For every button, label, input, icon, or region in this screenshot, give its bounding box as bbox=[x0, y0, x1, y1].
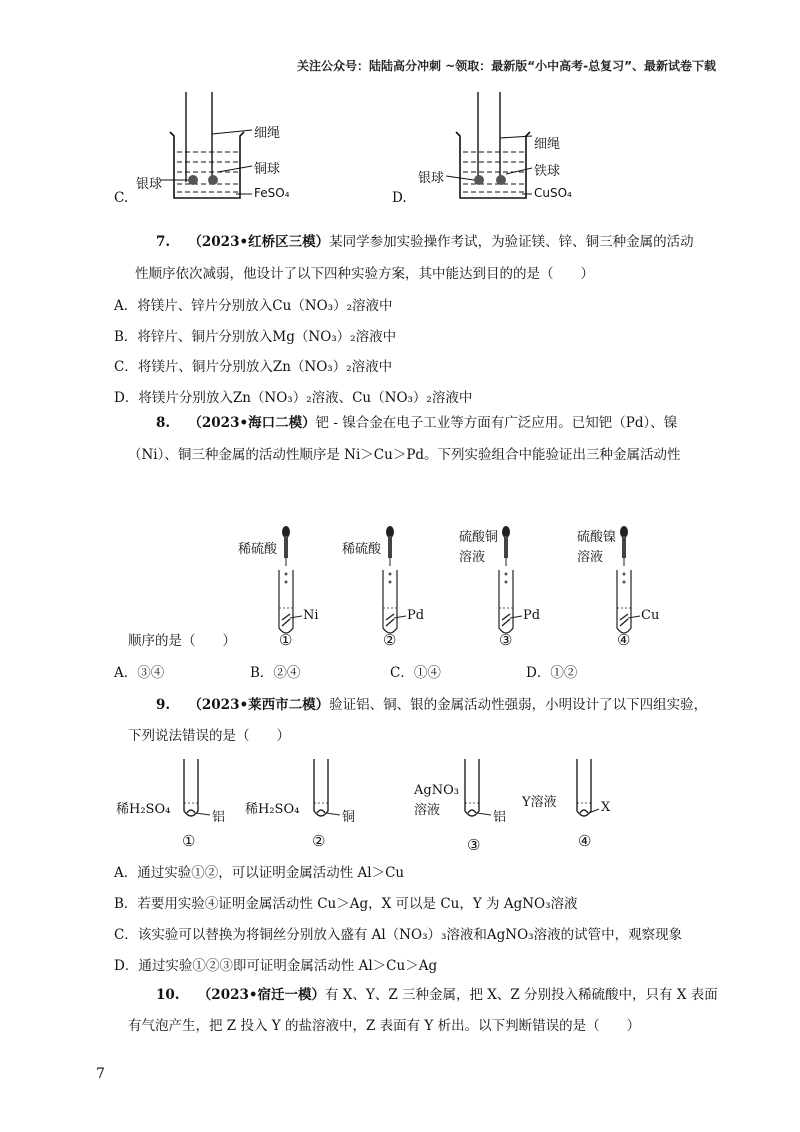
q9-tube1-metal: 铝 bbox=[212, 810, 226, 825]
rope-label-c: 细绳 bbox=[254, 126, 281, 141]
silver-ball-label-d: 银球 bbox=[418, 171, 445, 186]
page-header: 关注公众号：陆陆高分冲刺 ~领取：最新版“小中高考-总复习”、最新试卷下载 bbox=[297, 59, 716, 73]
q9-source: （2023•莱西市二模） bbox=[188, 697, 330, 713]
copper-ball-label: 铜球 bbox=[254, 162, 281, 177]
q7-option-b: B．将锌片、铜片分别放入Mg（NO₃）₂溶液中 bbox=[114, 329, 397, 345]
q8-tube4-metal: Cu bbox=[641, 608, 660, 623]
q8-tube2-mark: ② bbox=[383, 631, 397, 649]
q7-option-c: C．将镁片、铜片分别放入Zn（NO₃）₂溶液中 bbox=[114, 359, 393, 375]
q9-text1: 验证铝、铜、银的金属活动性强弱，小明设计了以下四组实验， bbox=[329, 697, 708, 713]
q8-source: （2023•海口二模） bbox=[188, 415, 316, 431]
q8-tube3-mark: ③ bbox=[499, 631, 513, 649]
q8-tube3-metal: Pd bbox=[523, 608, 541, 623]
q8-tube4 bbox=[614, 524, 664, 644]
q9-option-b: B．若要用实验④证明金属活动性 Cu＞Ag，X 可以是 Cu，Y 为 AgNO₃溶液 bbox=[114, 896, 578, 912]
q10-line2: 有气泡产生，把 Z 投入 Y 的盐溶液中，Z 表面有 Y 析出。以下判断错误的是（ ） bbox=[128, 1018, 641, 1034]
q7-option-a: A．将镁片、锌片分别放入Cu（NO₃）₂溶液中 bbox=[114, 298, 393, 314]
option-d-letter: D. bbox=[392, 190, 407, 206]
q8-option-a: A．③④ bbox=[114, 665, 165, 681]
q8-option-b: B．②④ bbox=[250, 665, 301, 681]
q7-number: 7. bbox=[156, 234, 171, 250]
q10-line1 bbox=[156, 986, 718, 1004]
q8-tube4-mark: ④ bbox=[617, 631, 631, 649]
q9-tube2-reagent: 稀H₂SO₄ bbox=[245, 802, 300, 817]
q8-tube2-reagent: 稀硫酸 bbox=[342, 542, 382, 557]
q8-option-d: D．①② bbox=[526, 665, 578, 681]
q8-tube1-mark: ① bbox=[279, 631, 293, 649]
q10-source: （2023•宿迁一模） bbox=[197, 987, 325, 1003]
q9-tube4-mark: ④ bbox=[578, 832, 592, 850]
q8-tube1 bbox=[276, 524, 326, 644]
q9-tube1-mark: ① bbox=[182, 832, 196, 850]
iron-ball-label: 铁球 bbox=[534, 164, 561, 179]
page-number: 7 bbox=[96, 1066, 105, 1082]
q7-source: （2023•红桥区三模） bbox=[188, 234, 330, 250]
feso4-label: FeSO₄ bbox=[254, 186, 290, 200]
q9-number: 9. bbox=[156, 697, 171, 713]
q10-number: 10. bbox=[156, 987, 180, 1003]
q8-tube2 bbox=[380, 524, 430, 644]
q7-option-d: D．将镁片分别放入Zn（NO₃）₂溶液、Cu（NO₃）₂溶液中 bbox=[114, 390, 473, 406]
q8-line1 bbox=[156, 414, 677, 432]
q9-line1 bbox=[156, 696, 707, 714]
q9-tube3-reagent: AgNO₃ 溶液 bbox=[414, 783, 459, 818]
rope-label-d: 细绳 bbox=[534, 137, 561, 152]
q9-option-d: D．通过实验①②③即可证明金属活动性 Al＞Cu＞Ag bbox=[114, 958, 438, 974]
q9-tube4 bbox=[573, 757, 613, 827]
q8-line3: 顺序的是（ ） bbox=[128, 633, 236, 649]
q9-tube1-reagent: 稀H₂SO₄ bbox=[116, 802, 171, 817]
q9-tube4-reagent: Y溶液 bbox=[522, 795, 557, 810]
cuso4-label: CuSO₄ bbox=[534, 186, 572, 200]
q8-line2: （Ni）、铜三种金属的活动性顺序是 Ni＞Cu＞Pd。下列实验组合中能验证出三种金属活动性 bbox=[128, 447, 681, 463]
q9-tube3-metal: 铝 bbox=[493, 810, 507, 825]
q8-tube1-reagent: 稀硫酸 bbox=[238, 542, 278, 557]
q9-tube2-metal: 铜 bbox=[342, 810, 356, 825]
silver-ball-label-c: 银球 bbox=[136, 177, 163, 192]
q9-tube2-mark: ② bbox=[312, 832, 326, 850]
q8-tube4-reagent: 硫酸镍 溶液 bbox=[577, 530, 617, 565]
q10-text1: 有 X、Y、Z 三种金属，把 X、Z 分别投入稀硫酸中，只有 X 表面 bbox=[325, 987, 718, 1003]
q9-option-a: A．通过实验①②，可以证明金属活动性 Al＞Cu bbox=[114, 865, 405, 881]
q8-tube3-reagent: 硫酸铜 溶液 bbox=[459, 530, 499, 565]
q9-option-c: C．该实验可以替换为将铜丝分别放入盛有 Al（NO₃）₃溶液和AgNO₃溶液的试管中，观察现象 bbox=[114, 927, 683, 943]
q9-tube4-metal: X bbox=[601, 800, 611, 815]
q9-line2: 下列说法错误的是（ ） bbox=[128, 728, 290, 744]
q7-text1: 某同学参加实验操作考试，为验证镁、锌、铜三种金属的活动 bbox=[329, 234, 694, 250]
q8-tube2-metal: Pd bbox=[407, 608, 425, 623]
q8-option-c: C．①④ bbox=[390, 665, 441, 681]
q8-tube3 bbox=[496, 524, 546, 644]
q7-line2: 性顺序依次减弱，他设计了以下四种实验方案，其中能达到目的的是（ ） bbox=[135, 266, 594, 282]
q7-line1 bbox=[156, 233, 694, 251]
q9-tube3-mark: ③ bbox=[467, 836, 481, 854]
q8-text1: 钯 - 镍合金在电子工业等方面有广泛应用。已知钯（Pd）、镍 bbox=[315, 415, 678, 431]
q8-number: 8. bbox=[156, 415, 171, 431]
q8-tube1-metal: Ni bbox=[303, 608, 319, 623]
option-c-letter: C. bbox=[114, 190, 129, 206]
